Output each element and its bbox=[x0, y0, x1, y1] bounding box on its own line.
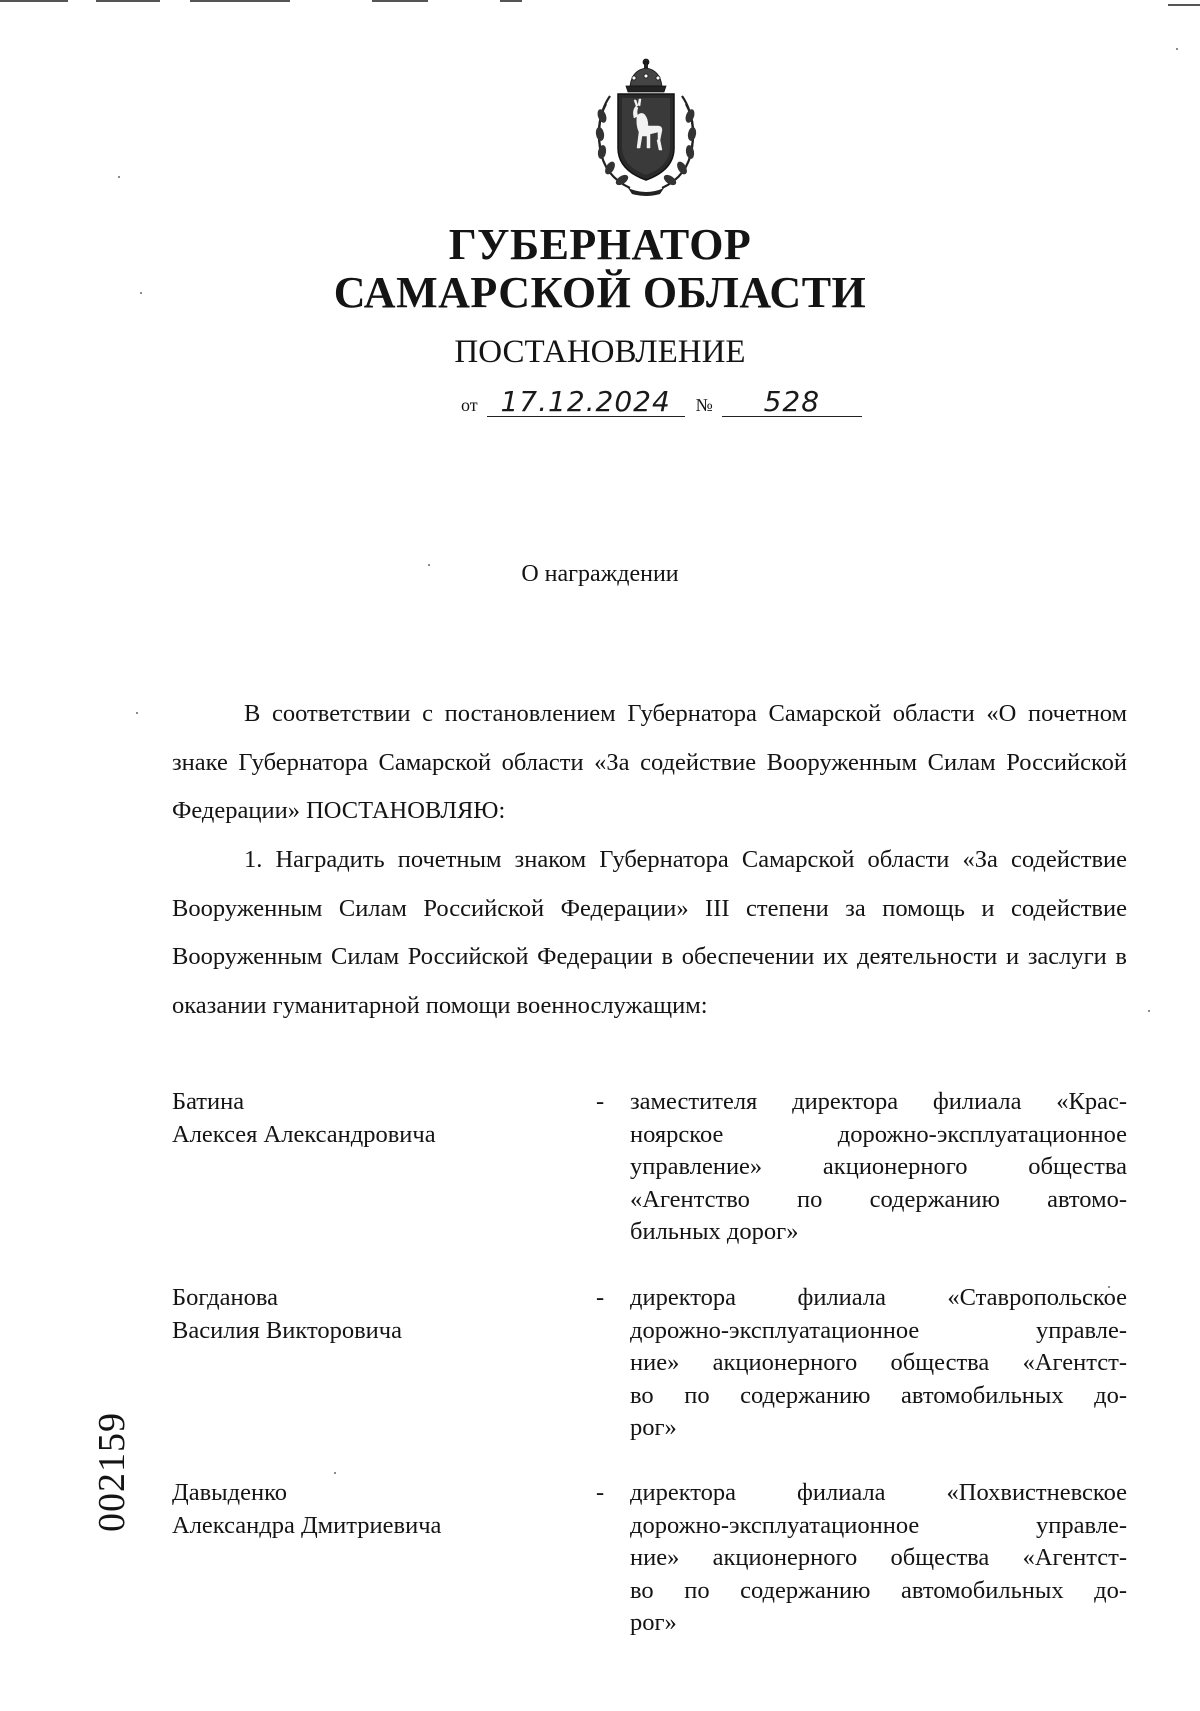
position-line: директора филиала «Похвистневское bbox=[630, 1479, 1127, 1506]
awardee-name bbox=[172, 1282, 592, 1347]
position-line: рог» bbox=[630, 1609, 677, 1636]
intro-text: В соответствии с постановлением Губернатора Самарской области «О почетном знаке Губернатора Самарской области «За содействие Вооруженным Силам Российской Федерации» ПОСТАНОВЛЯЮ: bbox=[172, 700, 1127, 825]
handwritten-date: 17.12.2024 bbox=[487, 388, 685, 417]
position-line: ние» акционерного общества «Агентст- bbox=[630, 1349, 1127, 1376]
item-1-paragraph bbox=[172, 836, 1127, 1030]
number-prefix: № bbox=[695, 395, 713, 415]
awardee-position bbox=[630, 1086, 1127, 1249]
awardee-surname: Батина bbox=[172, 1088, 245, 1115]
scan-artifact-dot bbox=[1176, 48, 1178, 50]
position-line: во по содержанию автомобильных до- bbox=[630, 1381, 1127, 1409]
awardee-name bbox=[172, 1086, 592, 1151]
position-line: ноярское дорожно-эксплуатационное bbox=[630, 1120, 1127, 1148]
scan-artifact-line bbox=[500, 0, 522, 2]
awardee-given-names: Алексея Александровича bbox=[172, 1120, 436, 1148]
awardee-position bbox=[630, 1477, 1127, 1640]
scan-artifact-line bbox=[190, 0, 290, 2]
samara-coat-of-arms-icon bbox=[590, 56, 702, 196]
item-1-text: 1. Наградить почетным знаком Губернатора Самарской области «За содействие Вооруженным Силам Российской Федерации» III степени за помощь и содействие Вооруженным Силам Российской Федерации в обеспечении их деятельности и заслуги в оказании гуманитарной помощи военнослужащим: bbox=[172, 846, 1127, 1019]
awardee-dash: - bbox=[596, 1479, 605, 1506]
position-line: бильных дорог» bbox=[630, 1218, 799, 1245]
position-line: «Агентство по содержанию автомо- bbox=[630, 1185, 1127, 1213]
position-line: во по содержанию автомобильных до- bbox=[630, 1576, 1127, 1604]
awardee-position bbox=[630, 1282, 1127, 1445]
issuer-title-line1: ГУБЕРНАТОР bbox=[448, 220, 752, 269]
scan-artifact-line bbox=[372, 0, 428, 2]
scan-artifact-dot bbox=[1148, 1010, 1150, 1012]
awardee-name bbox=[172, 1477, 592, 1542]
position-line: рог» bbox=[630, 1414, 677, 1441]
scan-artifact-line bbox=[0, 0, 68, 2]
awardee-surname: Давыденко bbox=[172, 1479, 287, 1506]
scan-artifact-dot bbox=[136, 712, 138, 714]
issuer-title-line2: САМАРСКОЙ ОБЛАСТИ bbox=[333, 268, 867, 317]
form-serial-number: 002159 bbox=[91, 1412, 133, 1532]
scan-artifact-line bbox=[1168, 4, 1200, 6]
awardee-dash: - bbox=[596, 1088, 605, 1115]
position-line: ние» акционерного общества «Агентст- bbox=[630, 1544, 1127, 1571]
position-line: заместителя директора филиала «Крас- bbox=[630, 1088, 1127, 1115]
document-subject: О награждении bbox=[521, 561, 679, 587]
scan-artifact-line bbox=[96, 0, 160, 2]
scan-artifact-dot bbox=[334, 1472, 336, 1474]
date-prefix: от bbox=[461, 395, 478, 415]
position-line: дорожно-эксплуатационное управле- bbox=[630, 1511, 1127, 1539]
awardee-given-names: Александра Дмитриевича bbox=[172, 1511, 442, 1539]
intro-paragraph bbox=[172, 690, 1127, 836]
position-line: директора филиала «Ставропольское bbox=[630, 1284, 1127, 1311]
document-type: ПОСТАНОВЛЕНИЕ bbox=[454, 334, 746, 370]
position-line: дорожно-эксплуатационное управле- bbox=[630, 1316, 1127, 1344]
date-number-line bbox=[461, 385, 862, 420]
awardee-dash: - bbox=[596, 1284, 605, 1311]
awardee-given-names: Василия Викторовича bbox=[172, 1316, 402, 1344]
handwritten-number: 528 bbox=[722, 388, 862, 417]
scan-artifact-dot bbox=[118, 176, 120, 178]
position-line: управление» акционерного общества bbox=[630, 1153, 1127, 1180]
awardee-surname: Богданова bbox=[172, 1284, 278, 1311]
